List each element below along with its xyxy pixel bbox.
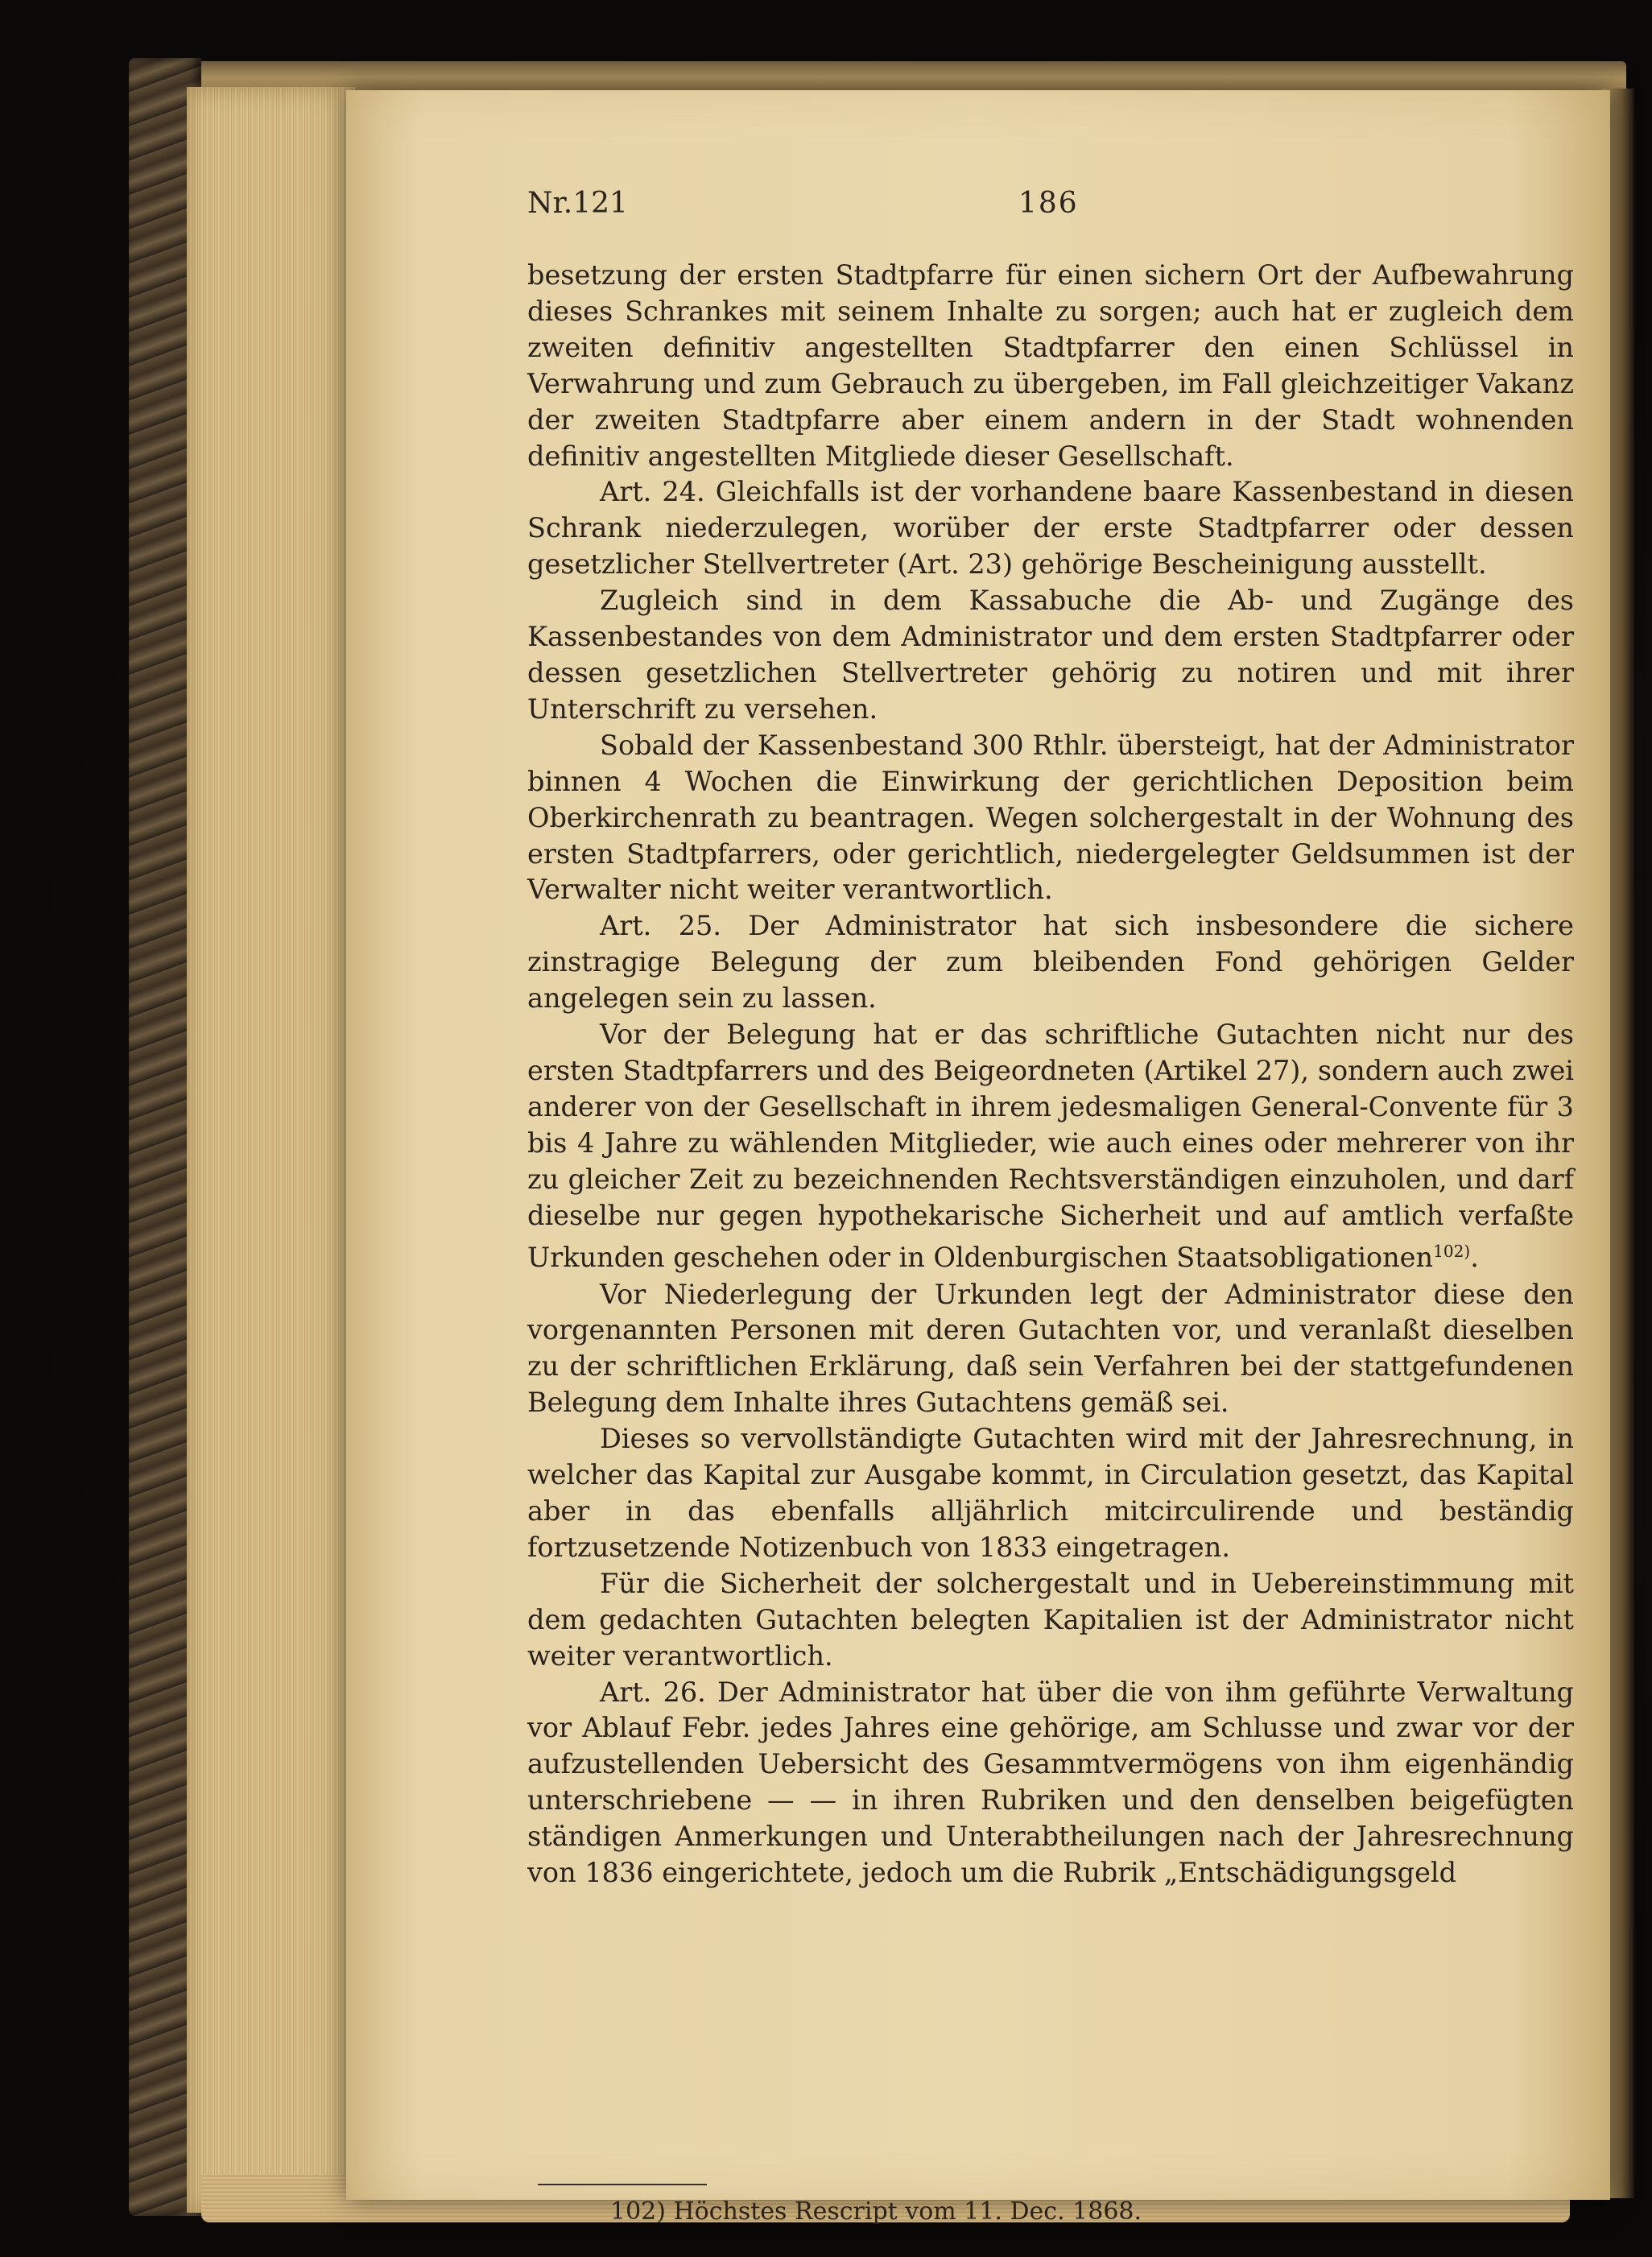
- paragraph-text: Vor der Belegung hat er das schriftliche Gutachten nicht nur des ersten Stadtpfarrers und des Beigeordneten (Artikel 27), sondern auch zwei anderer von der Gesellschaft in ihrem jedesmaligen General-Convente für 3 bis 4 Jahre zu wählenden Mitglieder, wie auch eines oder mehrerer von ihr zu gleicher Zeit zu bezeichnenden Rechtsverständigen einzuholen, und darf dieselbe nur gegen hypothekarische Sicherheit und auf amtlich verfaßte Urkunden geschehen oder in Oldenburgischen Staatsobligationen: [527, 1019, 1574, 1274]
- paragraph: Zugleich sind in dem Kassabuche die Ab- und Zugänge des Kassenbestandes von dem Administrator und dem ersten Stadtpfarrer oder dessen gesetzlichen Stellvertreter gehörig zu notiren und mit ihrer Unterschrift zu versehen.: [527, 585, 1574, 725]
- page-body-text: [527, 258, 1574, 1891]
- paragraph: Dieses so vervollständigte Gutachten wird mit der Jahresrechnung, in welcher das Kapital zur Ausgabe kommt, in Circulation gesetzt, das Kapital aber in das ebenfalls alljährlich mitcirculirende und beständig fortzusetzende Notizenbuch von 1833 eingetragen.: [527, 1423, 1574, 1563]
- page-block-edges: [187, 87, 356, 2213]
- paragraph: Art. 26. Der Administrator hat über die von ihm geführte Verwaltung vor Ablauf Febr. jedes Jahres eine gehörige, am Schlusse und zwar vor der aufzustellenden Uebersicht des Gesammtvermögens von ihm eigenhändig unterschriebene — — in ihren Rubriken und den denselben beigefügten ständigen Anmerkungen und Unterabtheilungen nach der Jahresrechnung von 1836 eingerichtete, jedoch um die Rubrik „Entschädigungsgeld: [527, 1676, 1574, 1889]
- paragraph: besetzung der ersten Stadtpfarre für einen sichern Ort der Aufbewahrung dieses Schrankes mit seinem Inhalte zu sorgen; auch hat er zugleich dem zweiten definitiv angestellten Stadtpfarrer den einen Schlüssel in Verwahrung und zum Gebrauch zu übergeben, im Fall gleichzeitiger Vakanz der zweiten Stadtpfarre aber einem andern in der Stadt wohnenden definitiv angestellten Mitgliede dieser Gesellschaft.: [527, 259, 1574, 472]
- document-number: Nr.121: [527, 187, 628, 220]
- paragraph-with-footnote: [527, 1017, 1574, 1277]
- footnote-reference: 102): [1433, 1242, 1471, 1262]
- paragraph: Art. 24. Gleichfalls ist der vorhandene baare Kassenbestand in diesen Schrank niederzulegen, worüber der erste Stadtpfarrer oder dessen gesetzlicher Stellvertreter (Art. 23) gehörige Bescheinigung ausstellt.: [527, 476, 1574, 581]
- footnote: 102) Höchstes Rescript vom 11. Dec. 1868.: [610, 2197, 1142, 2226]
- sentence-end: .: [1470, 1242, 1479, 1274]
- paragraph: Sobald der Kassenbestand 300 Rthlr. übersteigt, hat der Administrator binnen 4 Wochen die Einwirkung der gerichtlichen Deposition beim Oberkirchenrath zu beantragen. Wegen solchergestalt in der Wohnung des ersten Stadtpfarrers, oder gerichtlich, niedergelegter Geldsummen ist der Verwalter nicht weiter verantwortlich.: [527, 729, 1574, 906]
- page-number: 186: [1018, 187, 1079, 220]
- footnote-divider: [538, 2184, 707, 2185]
- paragraph: Art. 25. Der Administrator hat sich insbesondere die sichere zinstragige Belegung der zum bleibenden Fond gehörigen Gelder angelegen sein zu lassen.: [527, 910, 1574, 1015]
- page-header: [527, 187, 1574, 235]
- paragraph: Für die Sicherheit der solchergestalt und in Uebereinstimmung mit dem gedachten Gutachten belegten Kapitalien ist der Administrator nicht weiter verantwortlich.: [527, 1567, 1574, 1672]
- paragraph: Vor Niederlegung der Urkunden legt der Administrator diese den vorgenannten Personen mit deren Gutachten vor, und veranlaßt dieselben zu der schriftlichen Erklärung, daß sein Verfahren bei der stattgefundenen Belegung dem Inhalte ihres Gutachtens gemäß sei.: [527, 1278, 1574, 1419]
